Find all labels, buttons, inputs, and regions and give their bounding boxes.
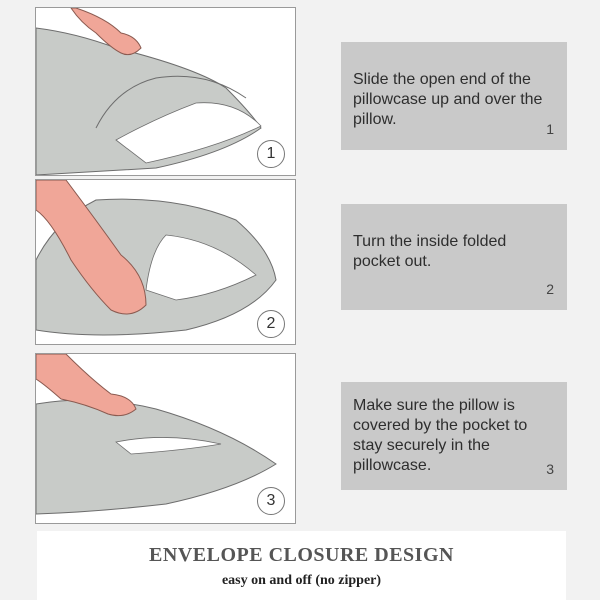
illustration-panel-2: [35, 179, 296, 345]
pillow-illustration-1: [36, 8, 295, 175]
footer-banner: [37, 531, 566, 600]
illustration-panel-3: [35, 353, 296, 524]
step-box-2: [341, 204, 567, 310]
step-instruction: Turn the inside folded pocket out.: [353, 233, 507, 270]
step-instruction: Slide the open end of the pillowcase up and over the pillow.: [353, 71, 543, 128]
footer-subtitle: easy on and off (no zipper): [221, 573, 382, 588]
step-box-3: [341, 382, 567, 490]
step-number: 2: [546, 281, 554, 297]
pillow-illustration-3: [36, 354, 295, 523]
illustration-panel-1: [35, 7, 296, 176]
step-number-badge: 3: [257, 487, 285, 515]
step-number: 1: [546, 121, 554, 137]
step-instruction: Make sure the pillow is covered by the pocket to stay securely in the pillowcase.: [353, 397, 528, 474]
footer-title: ENVELOPE CLOSURE DESIGN: [149, 544, 454, 566]
pillow-illustration-2: [36, 180, 295, 344]
step-number-badge: 2: [257, 310, 285, 338]
step-number: 3: [546, 461, 554, 477]
step-box-1: [341, 42, 567, 150]
step-number-badge: 1: [257, 140, 285, 168]
